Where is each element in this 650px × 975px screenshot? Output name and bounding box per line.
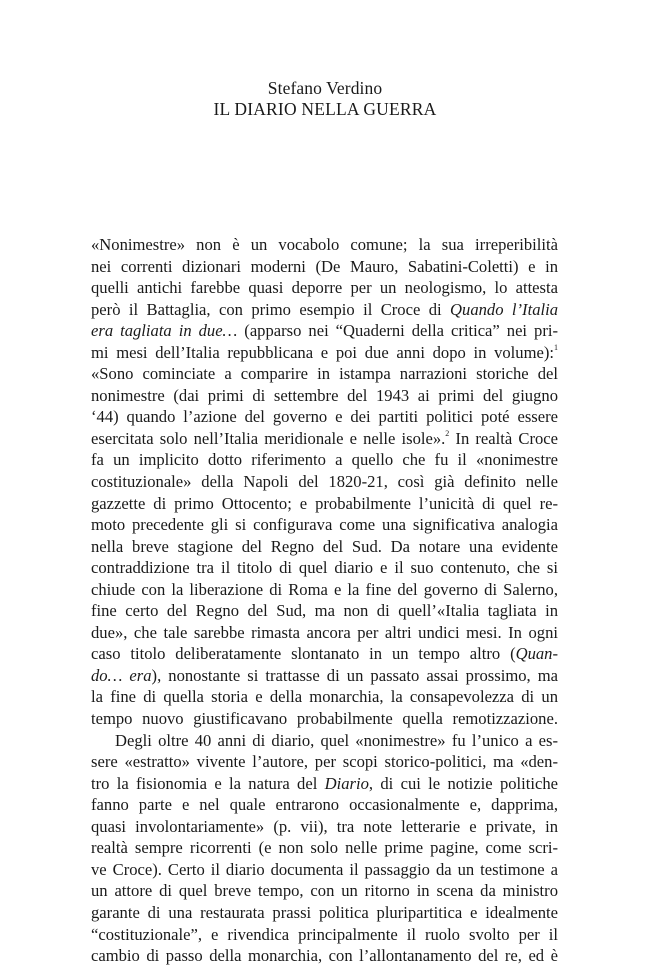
text-line [91,277,558,299]
text-line [91,600,558,622]
paragraph [91,730,558,967]
text-segment: gazzette di primo Ottocento; e probabilmente l’unicità di quel re- [91,493,558,513]
text-segment: fine certo del Regno del Sud, ma non di quell’«Italia tagliata in [91,601,558,621]
text-segment: sere «estratto» vivente l’autore, per scopi storico-politici, ma «den- [91,752,558,772]
text-segment: «Nonimestre» non è un vocabolo comune; la sua irreperibilità [91,235,558,254]
chapter-header [0,78,650,120]
chapter-title: IL DIARIO NELLA GUERRA [213,99,437,119]
text-segment: però il Battaglia, con primo esempio il Croce di [91,299,451,319]
text-segment: caso titolo deliberatamente slontanato in un tempo altro ( [91,644,516,664]
text-segment: nei correnti dizionari moderni (De Mauro, Sabatini-Coletti) e in [91,256,558,276]
text-segment: tro la fisionomia e la natura del [91,773,325,793]
text-segment: nonimestre (dai primi di settembre del 1943 ai primi del giugno [91,385,558,405]
text-segment: ‘44) quando l’azione del governo e dei partiti politici poté essere [91,407,558,427]
text-line [91,880,558,902]
text-line [91,902,558,924]
text-line [91,579,558,601]
text-segment: garante di una restaurata prassi politica pluripartitica e idealmente [91,902,558,922]
text-segment: Degli oltre 40 anni di diario, quel «nonimestre» fu l’unico a es- [115,730,558,750]
text-line [91,428,558,450]
text-line [91,342,558,364]
italic-text: do… era [91,665,152,685]
text-segment: chiude con la liberazione di Roma e la fine del governo di Salerno, [91,579,558,599]
text-segment: nella breve stagione del Regno del Sud. Da notare una evidente [91,536,558,556]
text-line [91,557,558,579]
text-segment: (apparso nei “Quaderni della critica” nei pri- [237,321,558,341]
text-segment: quelli antichi farebbe quasi deporre per un neologismo, lo attesta [91,278,558,298]
text-line [91,363,558,385]
text-line [91,859,558,881]
text-segment: esercitata solo nell’Italia meridionale e nelle isole». [91,428,446,448]
text-line [91,299,558,321]
text-line [91,385,558,407]
text-segment: costituzionale» della Napoli del 1820-21, così già definito nelle [91,472,558,492]
text-line [91,234,558,256]
paragraph [91,234,558,730]
text-line [91,514,558,536]
text-line [91,686,558,708]
footnote-ref: 2 [445,428,450,438]
text-segment: tempo nuovo giustificavano probabilmente quella remotizzazione. [91,709,558,729]
text-line [91,320,558,342]
text-segment: moto precedente gli si configurava come una significativa analogia [91,515,558,535]
text-segment: mi mesi dell’Italia repubblicana e poi due anni dopo in volume): [91,342,554,362]
text-line [91,924,558,946]
text-line [91,794,558,816]
text-segment: contraddizione tra il titolo di quel diario e il suo contenuto, che si [91,558,558,578]
text-line [91,751,558,773]
text-line [91,708,558,730]
text-line [91,773,558,795]
text-segment: , di cui le notizie politiche [368,773,559,793]
text-line [91,622,558,644]
text-segment: «Sono cominciate a comparire in istampa narrazioni storiche del [91,364,558,384]
text-segment: “costituzionale”, e rivendica principalmente il ruolo svolto per il [91,924,558,944]
text-segment: cambio di passo della monarchia, con l’allontanamento del re, ed è [91,946,558,966]
italic-text: Quan- [515,644,558,664]
text-line [91,256,558,278]
text-line [91,730,558,752]
text-segment: fa un implicito dotto riferimento a quello che fu il «nonimestre [91,450,558,470]
text-segment: un attore di quel breve tempo, con un ritorno in scena da ministro [91,881,558,901]
footnote-ref: 1 [554,342,558,352]
text-line [91,406,558,428]
author-name: Stefano Verdino [267,78,383,98]
text-line [91,816,558,838]
text-line [91,536,558,558]
text-line [91,837,558,859]
text-line [91,665,558,687]
italic-text: era tagliata in due… [91,321,238,341]
text-segment: ve Croce). Certo il diario documenta il passaggio da un testimone a [91,859,558,879]
text-segment: la fine di quella storia e della monarchia, la consapevolezza di un [91,687,558,707]
italic-text: Diario [324,773,369,793]
text-segment: ), nonostante si trattasse di un passato assai prossimo, ma [151,665,559,685]
text-segment: realtà sempre ricorrenti (e non solo nelle prime pagine, come scri- [91,838,558,858]
text-segment: In realtà Croce [449,428,559,448]
text-line [91,449,558,471]
text-segment: fanno parte e nel quale entrarono occasionalmente e, dapprima, [91,795,558,815]
text-line [91,945,558,967]
body-text [91,234,558,967]
text-line [91,471,558,493]
text-line [91,493,558,515]
text-segment: due», che tale sarebbe rimasta ancora per altri undici mesi. In ogni [91,622,558,642]
text-line [91,643,558,665]
italic-text: Quando l’Italia [450,299,559,319]
text-segment: quasi involontariamente» (p. vii), tra note letterarie e private, in [91,816,558,836]
